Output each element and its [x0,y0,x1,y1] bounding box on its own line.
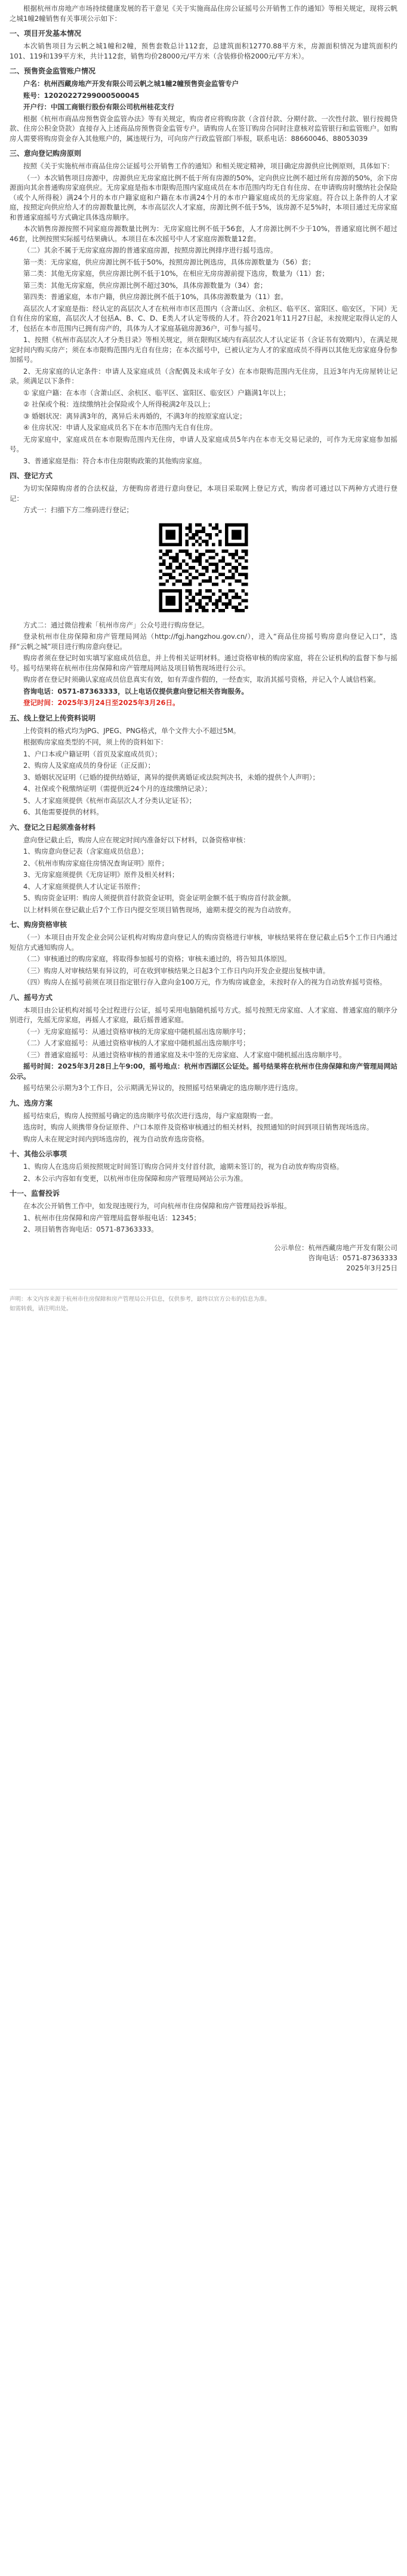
paragraph: 上传资料的格式均为JPG、JPEG、PNG格式，单个文件大小不超过5M。 [23,726,240,735]
paragraph: 按照《关于实施杭州市商品住房公证摇号公开销售工作的通知》和相关规定精神，项目确定房源供应比例原则，具体如下： [23,162,394,170]
paragraph: 根据购房家庭类型的不同，须上传的资料如下： [23,738,168,746]
account-bank: 开户行：中国工商银行股份有限公司杭州桂花支行 [23,103,174,111]
registration-time: 登记时间：2025年3月24日至2025年3月26日。 [23,698,180,707]
paragraph: 购房人未在规定时间内到场选房的，视为自动放弃选房资格。 [23,1134,209,1143]
section-title: 二、预售资金监管账户情况 [10,67,96,75]
footer-note: 如需转载，请注明出处。 [10,1305,72,1312]
list-item: 第四类：普通家庭，本市户籍，供应房源比例不低于10%，具体房源数量为（11）套。 [23,293,288,301]
section-registration-method [10,470,397,708]
section-title: 九、选房方案 [10,1098,53,1107]
list-item: 2、项目销售咨询电话：0571-87363333。 [23,1225,158,1233]
paragraph: 本次销售项目为云帆之城1幢和2幢，预售套数总计112套，总建筑面积12770.88平方米，房源面积情况为建筑面积约101、119和139平方米，共计112套，销售均价28000元/平方米（含装修价格2000元/平方米）。 [10,42,397,60]
paragraph: 购房者须在登记时如实填写家庭成员信息，并上传相关证明材料。通过资格审核的购房家庭，将在公证机构的监督下参与摇号。摇号结果将在杭州市住房保障和房产管理局网站及项目销售现场进行公示。 [10,654,397,672]
list-item: 3、无房家庭须提供《无房证明》原件及相关材料； [23,870,179,879]
paragraph: 1、按照《杭州市高层次人才分类目录》等相关规定，须在限购区域内有高层次人才认定证书（含证书有效期内），在满足规定时间内购买房产；须在本市限购范围内无自有住房；在本次摇号中，已被认定为人才的家庭成员不得再以其他无房家庭身份参加摇号。 [10,336,397,364]
consultation-phone: 咨询电话：0571-87363333，以上电话仅提供意向登记相关咨询服务。 [23,687,248,695]
paragraph: 登录杭州市住房保障和房产管理局网站（http://fgj.hangzhou.gov.cn/），进入“商品住房摇号购房意向登记入口”，选择“云帆之城”项目进行购房意向登记。 [10,632,397,651]
lottery-time: 摇号时间：2025年3月28日上午9:00，摇号地点：杭州市西湖区公证处。摇号结果将在杭州市住房保障和房产管理局网站公示。 [10,1062,397,1081]
list-item: ③ 婚姻状况：离异满3年的，离异后未再婚的，不满3年的按原家庭认定； [23,411,246,420]
qr-code-container [10,520,397,615]
footer-disclaimer: 声明：本文内容来源于杭州市住房保障和房产管理局公开信息，仅供参考，最终以官方公布的信息为准。 [10,1295,271,1303]
section-title: 十、其他公示事项 [10,1150,67,1158]
list-item: 4、社保或个税缴纳证明（需提供近24个月的连续缴纳记录）； [23,784,212,793]
intro-paragraph: 根据杭州市房地产市场持续健康发展的若干意见《关于实施商品住房公证摇号公开销售工作的通知》等相关规定，现将云帆之城1幢2幢销售有关事项公示如下： [10,4,397,23]
signature-phone: 咨询电话：0571-87363333 [308,1253,397,1262]
paragraph: （一）无房家庭摇号：从通过资格审核的无房家庭中随机摇出选房顺序号； [23,1027,250,1036]
section-registration-principles [10,148,397,466]
paragraph: 选房时，购房人须携带身份证原件、户口本原件及资格审核通过的相关材料，按照通知的时间到项目销售现场选房。 [23,1123,374,1131]
paragraph: 意向登记截止后，购房人应在规定时间内准备好以下材料，以备资格审核： [23,835,250,844]
section-project-info [10,28,397,61]
paragraph: 高层次人才家庭是指：经认定的高层次人才在杭州市市区范围内（含萧山区、余杭区、临平区、富阳区、临安区，下同）无自有住房的家庭，高层次人才包括A、B、C、D、E类人才认定等级的人才。符合2021年11月27日起，未按规定取得认定的人才，包括在本市范围内已拥有房产的，具体为人才家庭基础房源36户，可参与摇号。 [10,304,397,333]
list-item: 1、杭州市住房保障和房产管理局监督举报电话：12345； [23,1213,201,1222]
paragraph: 1、购房人在选房后须按照规定时间签订购房合同并支付首付款，逾期未签订的，视为自动放弃购房资格。 [23,1162,344,1171]
paragraph: 以上材料须在登记截止后7个工作日内提交至项目销售现场，逾期未提交的视为自动放弃。 [23,905,295,914]
qr-code[interactable] [156,520,251,615]
list-item: 5、人才家庭须提供《杭州市高层次人才分类认定证书》； [23,796,196,805]
list-item: 2、购房人及家庭成员的身份证（正反面）； [23,761,155,770]
list-item: ② 社保或个税：连续缴纳社会保险或个人所得税满2年及以上； [23,400,215,408]
account-holder: 户名：杭州西藏房地产开发有限公司云帆之城1幢2幢预售资金监管专户 [23,79,239,88]
section-supervision [10,1188,397,1235]
paragraph: （三）普通家庭摇号：从通过资格审核的普通家庭及未中签的无房家庭、人才家庭中随机摇出选房顺序号。 [23,1050,346,1059]
section-other-notices [10,1149,397,1183]
paragraph: （一）本次销售项目房源中，房源供应无房家庭比例不低于所有房源的50%，定向供应比例不超过所有房源的50%，余下房源面向其余普通购房家庭供应。无房家庭是指本市限购范围内家庭成员在本市范围内均无自有住房、在申请购房时缴纳社会保险（或个人所得税）满24个月的本市户籍家庭和户籍在本市满24个月的本市户籍家庭成员的无房家庭。符合以上条件的人才家庭，按照定向供应给人才的房源数量比例，本市高层次人才家庭，房源比例不低于5%，该房源不足5%时，本项目通过无房家庭和普通家庭摇号方式确定具体选房顺序。 [10,173,397,221]
section-title: 十一、监督投诉 [10,1189,60,1198]
paragraph: （二）人才家庭摇号：从通过资格审核的人才家庭中随机摇出选房顺序号； [23,1039,250,1047]
section-title: 五、线上登记上传资料说明 [10,713,96,722]
paragraph: （二）其余不属于无房家庭房源的普通家庭房源，按照房源比例排序进行摇号选房。 [23,246,278,254]
section-qualification-review [10,919,397,987]
list-item: 6、其他需要提供的材料。 [23,808,103,816]
list-item: 4、人才家庭须提供人才认定证书原件； [23,882,144,891]
paragraph: 摇号结果公示期为3个工作日，公示期满无异议的，按照摇号结果确定的选房顺序进行选房。 [23,1084,303,1092]
paragraph: （四）购房人在摇号前须在项目指定银行存入意向金100万元，作为购房诚意金，未按时存入的视为自动放弃摇号资格。 [23,978,387,986]
list-item: 第一类：无房家庭，供应房源比例不低于50%，按照房源比例选房，具体房源数量为（56）套； [23,257,315,266]
paragraph: 方式二：通过微信搜索「杭州市房产」公众号进行购房登记。 [23,620,209,629]
section-selection-plan [10,1098,397,1144]
paragraph: 根据《杭州市商品房预售资金监管办法》等有关规定，购房者应将购房款（含首付款、分期付款、一次性付款、银行按揭贷款、住房公积金贷款）直接存入上述商品房预售资金监管专户。请购房人在签订购房合同时注意核对监管银行和监管账户。如购房人需要将购房资金存入其他账户的，属违规行为，可向房产行政监管部门举报，联系电话：88660046、88053039 [10,114,397,143]
list-item: 1、购房意向登记表（含家庭成员信息）； [23,847,148,855]
footer [10,1289,397,1313]
section-title: 三、意向登记购房原则 [10,149,82,158]
paragraph: 2、本公示内容如有变更，以杭州市住房保障和房产管理局网站公示为准。 [23,1174,248,1183]
section-title: 七、购房资格审核 [10,921,67,929]
paragraph: 为切实保障购房者的合法权益，方便购房者进行意向登记，本项目采取网上登记方式，购房者可通过以下两种方式进行登记： [10,484,397,503]
section-lottery-method [10,992,397,1093]
list-item: 2、《杭州市购房家庭住房情况查询证明》原件； [23,858,169,867]
list-item: 第二类：其他无房家庭，供应房源比例不低于10%，在相应无房房源前提下选房，数量为（11）套； [23,269,329,278]
signature-block [10,1243,397,1273]
list-item: 第三类：其他无房家庭，供应房源比例不超过30%，具体房源数量为（34）套； [23,281,267,290]
section-title: 六、登记之日起须准备材料 [10,823,96,832]
list-item: ① 家庭户籍：在本市（含萧山区、余杭区、临平区、富阳区、临安区）户籍满1年以上； [23,388,290,397]
paragraph: 3、普通家庭是指：符合本市住房限购政策的其他购房家庭。 [23,456,206,465]
section-required-materials [10,822,397,915]
paragraph: （二）审核通过的购房家庭，将取得参加摇号的资格；审核未通过的，将告知具体原因。 [23,955,291,963]
paragraph: 本项目由公证机构对摇号全过程进行公证，摇号采用电脑随机摇号方式。摇号按照无房家庭、人才家庭、普通家庭的顺序分别进行，先摇无房家庭，再摇人才家庭，最后摇普通家庭。 [10,1005,397,1024]
paragraph: 2、无房家庭的认定条件：申请人及家庭成员（含配偶及未成年子女）在本市限购范围内无住房，且近3年内无房屋转让记录。须满足以下条件： [10,367,397,385]
list-item: 3、婚姻状况证明（已婚的提供结婚证，离异的提供离婚证或法院判决书，未婚的提供个人声明）； [23,773,320,781]
signature-company: 公示单位：杭州西藏房地产开发有限公司 [274,1243,397,1252]
paragraph: （一）本项目由开发企业会同公证机构对购房意向登记人的购房资格进行审核，审核结果将在登记截止后5个工作日内通过短信方式通知购房人。 [10,933,397,952]
paragraph: 购房者在登记时须确认家庭成员信息真实有效，如有弄虚作假的，一经查实，取消其摇号资格，并记入个人诚信档案。 [23,675,380,684]
section-title: 八、摇号方式 [10,993,53,1002]
section-title: 一、项目开发基本情况 [10,29,82,38]
paragraph: 在本次公开销售工作中，如发现违规行为，可向杭州市住房保障和房产管理局投诉举报。 [23,1202,291,1210]
list-item: 5、购房资金证明：购房人须提供首付款资金证明，资金证明金额不低于购房首付款金额。 [23,894,295,902]
paragraph: 本次销售房源按照不同家庭房源数量比例为：无房家庭比例不低于56套，人才房源比例不少于10%，普通家庭比例不超过46套，比例按照实际摇号结果确认。本项目在本次摇号中人才家庭房源数量12套。 [10,224,397,243]
section-escrow-account [10,66,397,143]
account-number: 账号：12020227299000500045 [23,91,140,100]
paragraph: 摇号结束后，购房人按照摇号确定的选房顺序号依次进行选房，每户家庭限购一套。 [23,1111,278,1120]
paragraph: 无房家庭中，家庭成员在本市限购范围内无住房，申请人及家庭成员5年内在本市无交易记录的，可作为无房家庭参加摇号。 [10,435,397,453]
section-upload-materials [10,713,397,817]
section-title: 四、登记方式 [10,472,53,480]
signature-date: 2025年3月25日 [346,1263,397,1272]
list-item: ④ 住房状况：申请人及家庭成员名下在本市范围内无自有住房。 [23,423,217,432]
paragraph: 方式一：扫描下方二维码进行登记； [23,506,133,514]
list-item: 1、户口本或户籍证明（首页及家庭成员页）； [23,749,162,758]
document [10,4,397,1313]
paragraph: （三）购房人对审核结果有异议的，可在收到审核结果之日起3个工作日内向开发企业提出复核申请。 [23,966,330,975]
